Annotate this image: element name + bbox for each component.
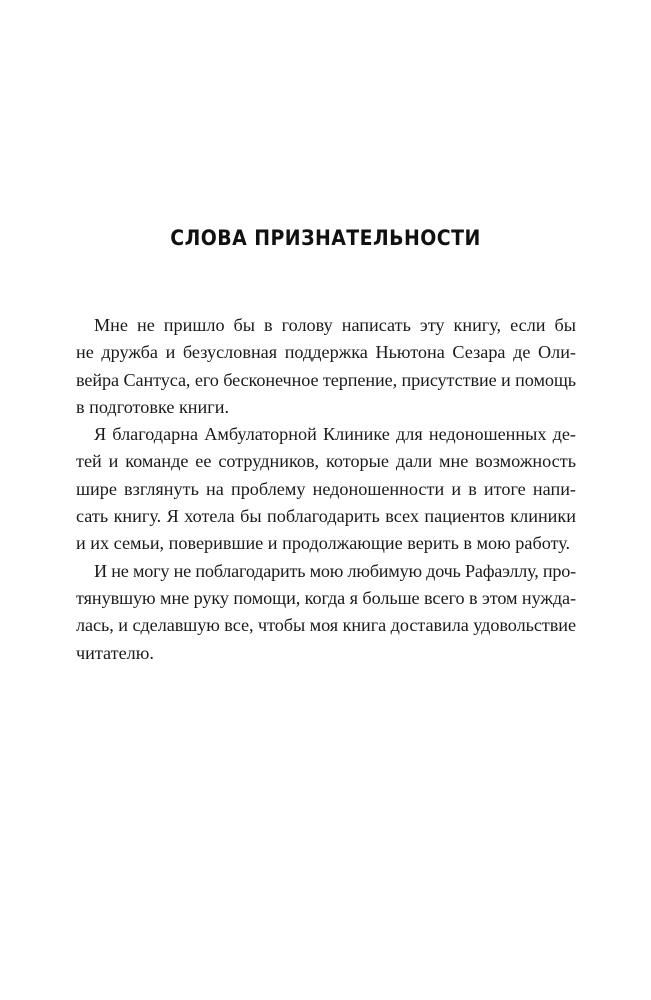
paragraph-2-line-4: сать книгу. Я хотела бы поблагодарить всех пациентов клиники: [76, 506, 576, 527]
paragraph-2-line-1: Я благодарна Амбулаторной Клинике для недоношенных де-: [94, 424, 576, 445]
page-title: СЛОВА ПРИЗНАТЕЛЬНОСТИ: [170, 226, 481, 250]
paragraph-1-line-2: не дружба и безусловная поддержка Ньютона Сезара де Оли-: [76, 342, 576, 363]
acknowledgements-text: [76, 312, 577, 667]
paragraph-3-line-2: тянувшую мне руку помощи, когда я больше всего в этом нужда-: [76, 587, 577, 608]
paragraph-2-line-3: шире взглянуть на проблему недоношенности и в итоге напи-: [76, 478, 576, 499]
paragraph-2-line-5: и их семьи, поверившие и продолжающие верить в мою работу.: [76, 533, 571, 554]
paragraph-1-line-3: вейра Сантуса, его бесконечное терпение, присутствие и помощь: [76, 369, 576, 390]
paragraph-3-line-1: И не могу не поблагодарить мою любимую дочь Рафаэллу, про-: [94, 560, 576, 581]
paragraph-3-line-3: лась, и сделавшую все, чтобы моя книга доставила удовольствие: [76, 615, 576, 636]
paragraph-3-line-4: читателю.: [76, 642, 154, 663]
paragraph-1-line-4: в подготовке книги.: [76, 396, 229, 417]
paragraph-2-line-2: тей и команде ее сотрудников, которые дали мне возможность: [76, 451, 576, 472]
paragraph-1-line-1: Мне не пришло бы в голову написать эту книгу, если бы: [94, 315, 576, 335]
